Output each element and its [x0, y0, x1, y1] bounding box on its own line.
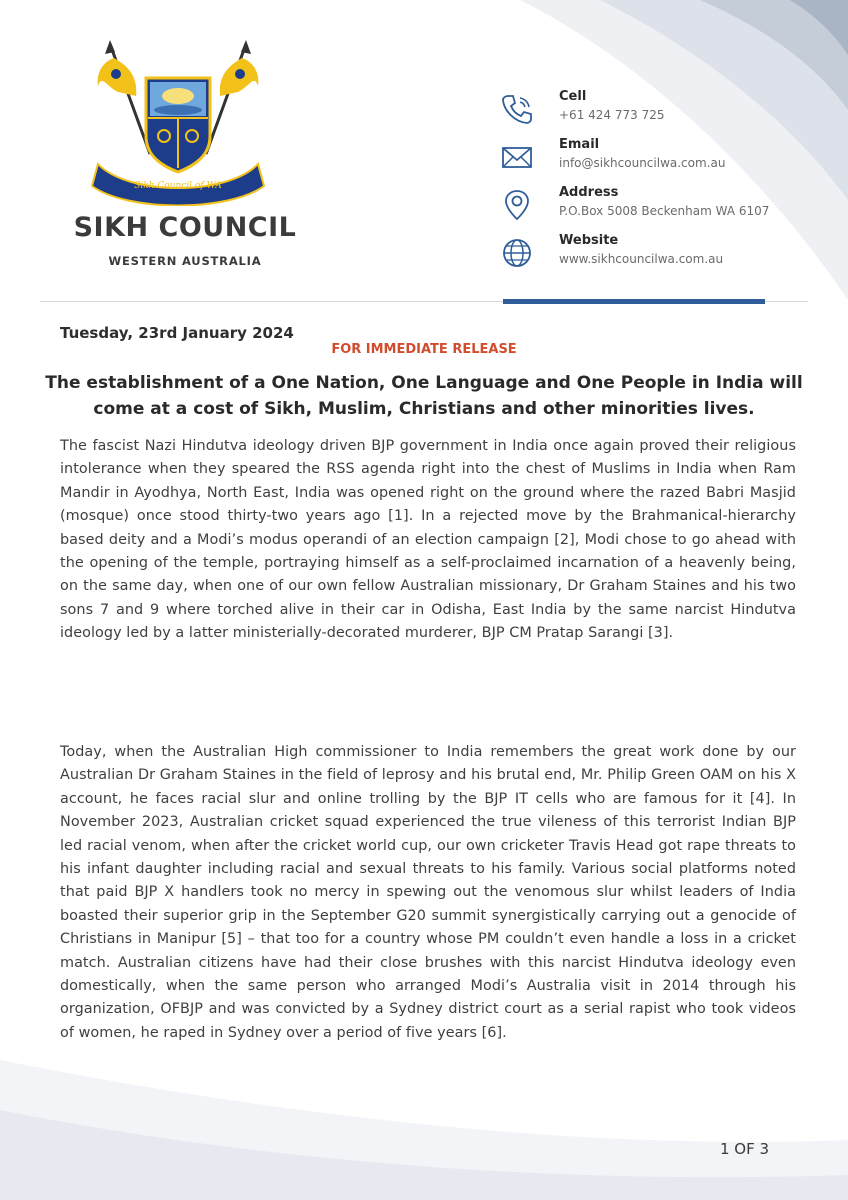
body-paragraph-2: Today, when the Australian High commissioner to India remembers the great work done by our Australian Dr Graham Staines in the field of leprosy and his brutal end, Mr. Philip Green OAM on his X account, he faces racial slur and online trolling by the BJP IT cells who are famous for it [4]. In November 2023, Australian cricket squad experienced the true vileness of this terrorist Indian BJP led racial venom, when after the cricket world cup, our own cricketer Travis Head got rape threats to his infant daughter including racial and sexual threats to his family. Various social platforms noted that paid BJP X handlers took no mercy in spewing out the venomous slur whilst leaders of India boasted their superior grip in the September G20 summit synergistically carrying out a genocide of Christians in Manipur [5] – that too for a country whose PM couldn’t even handle a loss in a cricket match. Australian citizens have had their close brushes with this narcist Hindutva ideology even domestically, when the same person who arranged Modi’s Australia visit in 2014 through his organization, OFBJP and was convicted by a Sydney district court as a serial rapist who took videos of women, he raped in Sydney over a period of five years [6].	[60, 744, 796, 1041]
postal-address: P.O.Box 5008 Beckenham WA 6107	[559, 204, 770, 218]
contact-address	[500, 184, 820, 232]
globe-icon	[500, 236, 534, 270]
body-paragraph-1: The fascist Nazi Hindutva ideology driven BJP government in India once again proved their religious intolerance when they speared the RSS agenda right into the chest of Muslims in India when Ram Mandir in Ayodhya, North East, India was opened right on the ground where the razed Babri Masjid (mosque) once stood thirty-two years ago [1]. In a rejected move by the Brahmanical-hierarchy based deity and a Modi’s modus operandi of an election campaign [2], Modi chose to go ahead with the opening of the temple, portraying himself as a self-proclaimed incarnation of a heavenly being, on the same day, when one of our own fellow Australian missionary, Dr Graham Staines and his two sons 7 and 9 where torched alive in their car in Odisha, East India by the same narcist Hindutva ideology led by a latter ministerially-decorated murderer, BJP CM Pratap Sarangi [3].	[60, 438, 796, 642]
phone-number[interactable]: +61 424 773 725	[559, 108, 665, 122]
website-link[interactable]: www.sikhcouncilwa.com.au	[559, 252, 724, 266]
contact-label: Email	[559, 137, 600, 152]
organization-subtitle: WESTERN AUSTRALIA	[108, 254, 262, 268]
contact-label: Cell	[559, 89, 587, 104]
location-pin-icon	[500, 188, 534, 222]
contact-website	[500, 232, 820, 280]
headline: The establishment of a One Nation, One Language and One People in India will come at a cost of Sikh, Muslim, Christians and other minorities lives.	[45, 373, 803, 419]
contact-email	[500, 136, 820, 184]
email-icon	[500, 140, 534, 174]
contact-cell	[500, 88, 820, 136]
header-accent-bar	[503, 299, 765, 304]
contact-list	[500, 88, 820, 280]
release-tag: FOR IMMEDIATE RELEASE	[331, 342, 517, 357]
page-number: 1 OF 3	[720, 1140, 770, 1158]
phone-icon	[500, 92, 534, 126]
email-address[interactable]: info@sikhcouncilwa.com.au	[559, 156, 726, 170]
organization-name: SIKH COUNCIL	[73, 212, 297, 243]
logo-banner-text: Sikh Council of WA	[134, 181, 222, 191]
contact-label: Website	[559, 233, 619, 248]
contact-label: Address	[559, 185, 619, 200]
release-date: Tuesday, 23rd January 2024	[60, 324, 294, 342]
